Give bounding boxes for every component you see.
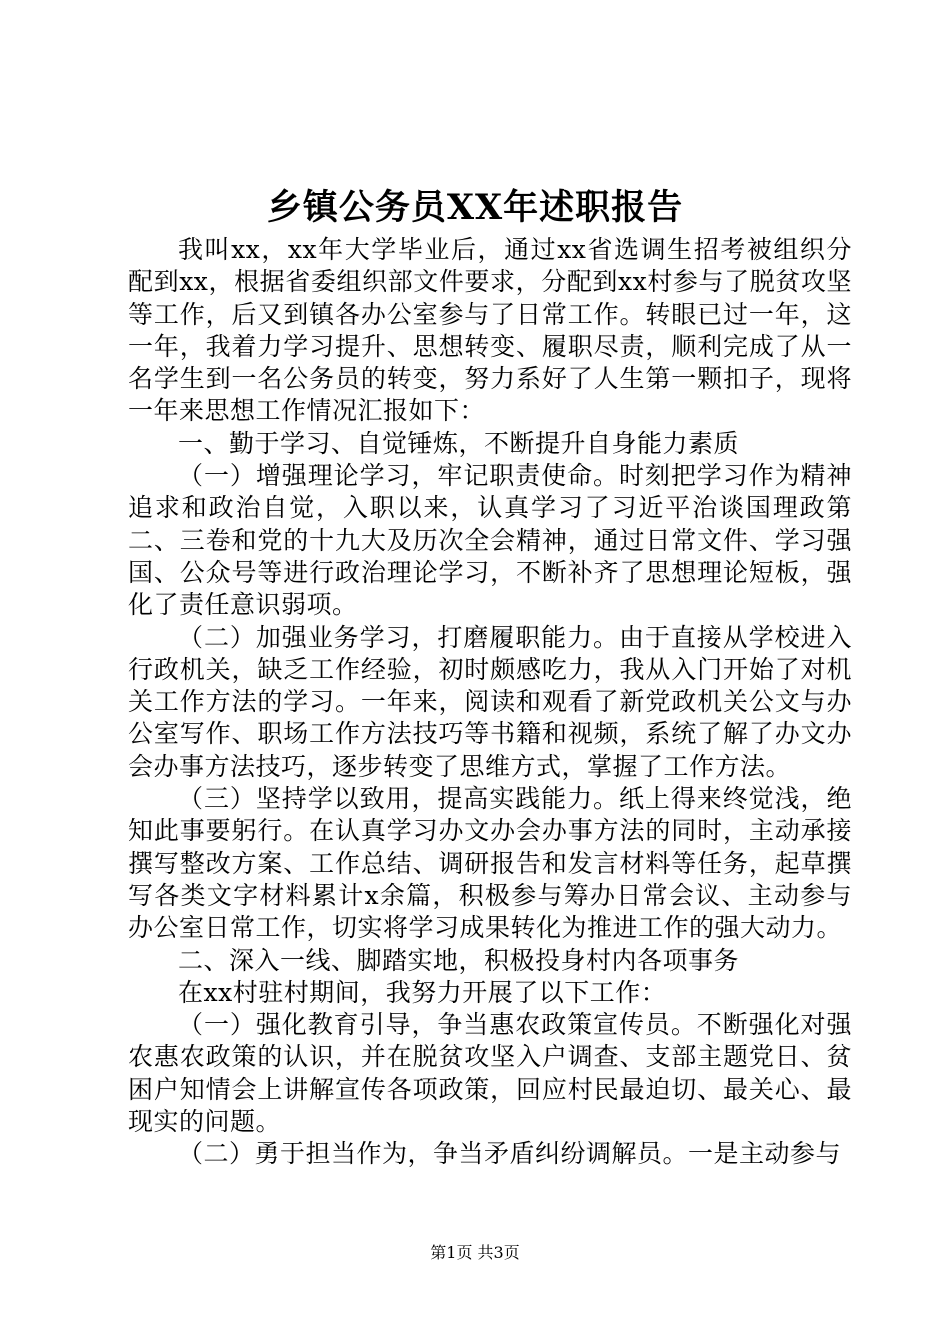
section-heading-1: 一、勤于学习、自觉锤炼，不断提升自身能力素质 <box>178 428 740 458</box>
section-heading-2: 二、深入一线、脚踏实地，积极投身村内各项事务 <box>178 945 740 975</box>
paragraph-2-intro: 在xx村驻村期间，我努力开展了以下工作： <box>178 977 667 1007</box>
paragraph-2-1: （一）强化教育引导，争当惠农政策宣传员。不断强化对强农惠农政策的认识，并在脱贫攻坚入户调查、支部主题党日、贫困户知情会上讲解宣传各项政策，回应村民最迫切、最关心、最现实的问题。 <box>128 1010 852 1137</box>
document-title: 乡镇公务员XX年述职报告 <box>266 187 684 228</box>
paragraph-1-1: （一）增强理论学习，牢记职责使命。时刻把学习作为精神追求和政治自觉，入职以来，认真学习了习近平治谈国理政第二、三卷和党的十九大及历次全会精神，通过日常文件、学习强国、公众号等进行政治理论学习，不断补齐了思想理论短板，强化了责任意识弱项。 <box>128 461 852 620</box>
paragraph-2-2: （二）勇于担当作为，争当矛盾纠纷调解员。一是主动参与 <box>178 1139 842 1169</box>
paragraph-1-2: （二）加强业务学习，打磨履职能力。由于直接从学校进入行政机关，缺乏工作经验，初时颇感吃力，我从入门开始了对机关工作方法的学习。一年来，阅读和观看了新党政机关公文与办公室写作、职场工作方法技巧等书籍和视频，系统了解了办文办会办事方法技巧，逐步转变了思维方式，掌握了工作方法。 <box>128 622 852 781</box>
document-body <box>128 234 852 1171</box>
paragraph-1-3: （三）坚持学以致用，提高实践能力。纸上得来终觉浅，绝知此事要躬行。在认真学习办文办会办事方法的同时，主动承接撰写整改方案、工作总结、调研报告和发言材料等任务，起草撰写各类文字材料累计x余篇，积极参与筹办日常会议、主动参与办公室日常工作，切实将学习成果转化为推进工作的强大动力。 <box>128 784 852 943</box>
paragraph-intro: 我叫xx，xx年大学毕业后，通过xx省选调生招考被组织分配到xx，根据省委组织部文件要求，分配到xx村参与了脱贫攻坚等工作，后又到镇各办公室参与了日常工作。转眼已过一年，这一年，我着力学习提升、思想转变、履职尽责，顺利完成了从一名学生到一名公务员的转变，努力系好了人生第一颗扣子，现将一年来思想工作情况汇报如下： <box>128 235 852 426</box>
page-number: 第1页 共3页 <box>430 1243 520 1262</box>
